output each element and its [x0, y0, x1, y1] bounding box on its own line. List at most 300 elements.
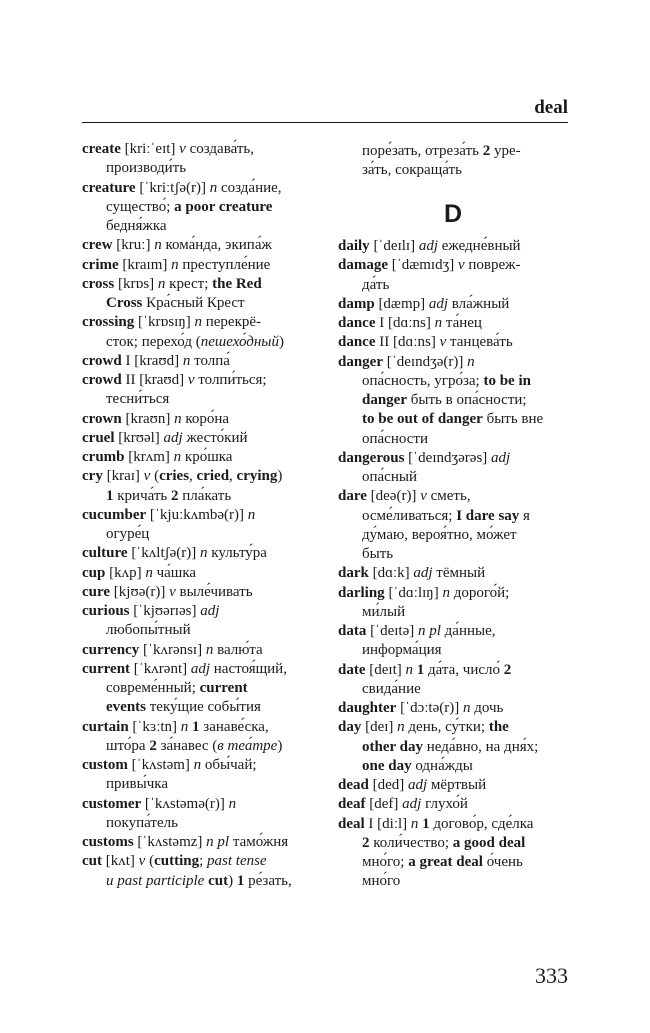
- entry-line: [338, 603, 570, 622]
- entry-text: [deə(r)]: [366, 488, 421, 505]
- entry-text: да́та, число́: [424, 661, 504, 678]
- headword: crowd: [82, 352, 122, 369]
- entry-line: [338, 641, 570, 660]
- entry-text: бедня́жка: [106, 218, 167, 234]
- dictionary-entry: [82, 429, 314, 448]
- grammar-label: n: [173, 449, 182, 465]
- bold-phrase: other day: [362, 738, 423, 755]
- grammar-label: и past participle: [106, 872, 205, 889]
- sense-number: 1: [416, 661, 425, 678]
- entry-line: [338, 584, 570, 603]
- entry-text: коро́на: [181, 410, 230, 427]
- bold-phrase: I dare say: [456, 507, 520, 524]
- sense-number: 1: [106, 487, 114, 504]
- entry-text: информа́ция: [362, 642, 442, 659]
- entry-line: [338, 853, 570, 872]
- dictionary-entry: [338, 661, 570, 700]
- left-column: [82, 140, 314, 891]
- entry-text: ;: [199, 853, 208, 870]
- entry-line: [82, 602, 314, 621]
- entry-text: [ˈkʌstəmə(r)]: [141, 795, 229, 812]
- entry-text: I [kraʊd]: [121, 352, 183, 369]
- entry-text: осме́ливаться;: [362, 507, 457, 524]
- right-column: [338, 237, 570, 892]
- grammar-label: v: [169, 583, 176, 600]
- bold-phrase: the: [488, 719, 509, 736]
- dictionary-entry: [338, 256, 570, 295]
- entry-text: быть: [362, 546, 394, 562]
- dictionary-entry: [82, 756, 314, 795]
- dictionary-entry: [82, 236, 314, 255]
- entry-text: ча́шка: [152, 564, 197, 581]
- entry-text: [dɑːk]: [368, 565, 414, 582]
- grammar-label: v: [187, 372, 195, 388]
- headword: deal: [338, 815, 365, 832]
- dictionary-entry: [338, 622, 570, 661]
- entry-text: да́ть: [362, 276, 390, 293]
- entry-line: [338, 757, 570, 776]
- entry-line: [338, 161, 570, 180]
- grammar-label: n: [200, 545, 208, 562]
- grammar-label: n: [205, 641, 214, 658]
- sense-number: 1: [192, 718, 200, 735]
- grammar-label: adj: [402, 796, 422, 813]
- entry-text: дорого́й;: [449, 584, 510, 601]
- bold-phrase: Cross: [106, 295, 143, 311]
- entry-text: одна́жды: [411, 757, 473, 774]
- entry-text: [kraʊn]: [121, 410, 175, 427]
- entry-text: неда́вно, на дня́х;: [422, 738, 539, 755]
- dictionary-entry: [82, 660, 314, 718]
- entry-line: [82, 275, 314, 294]
- grammar-label: n: [434, 315, 443, 331]
- entry-text: день, су́тки;: [404, 719, 489, 736]
- dictionary-entry: [338, 487, 570, 564]
- dictionary-entry: [82, 564, 314, 583]
- entry-line: [82, 140, 314, 159]
- entry-line: [82, 390, 314, 409]
- entry-line: [338, 314, 570, 333]
- entry-text: [kʌt]: [102, 853, 139, 870]
- dictionary-entry: [82, 256, 314, 275]
- headword: cross: [82, 275, 115, 292]
- entry-text: за́ть, сокраща́ть: [362, 162, 462, 179]
- headword: creature: [82, 179, 136, 196]
- entry-line: [82, 179, 314, 198]
- entry-text: [ˈdeɪlɪ]: [369, 238, 419, 254]
- sense-number: 2: [171, 487, 179, 504]
- entry-text: повреж-: [464, 257, 521, 274]
- entry-line: [338, 872, 570, 891]
- entry-line: [82, 795, 314, 814]
- entry-line: [338, 834, 570, 853]
- entry-text: тёмный: [432, 565, 486, 582]
- headword: dance: [338, 315, 376, 331]
- dictionary-entry: [82, 275, 314, 314]
- entry-text: ): [277, 737, 283, 754]
- entry-text: [dæmp]: [374, 295, 429, 312]
- bold-phrase: events: [106, 699, 146, 716]
- entry-text: [ˈkʌrənsɪ]: [139, 641, 206, 658]
- grammar-label: v: [420, 488, 427, 505]
- entry-text: выле́чивать: [175, 583, 253, 600]
- grammar-label: n: [182, 352, 191, 369]
- dictionary-entry: [338, 718, 570, 776]
- entry-line: [338, 815, 570, 834]
- entry-text: [ˈkʌltʃə(r)]: [127, 545, 201, 562]
- dictionary-entry: [338, 353, 570, 449]
- bold-phrase: crying: [236, 468, 278, 485]
- entry-text: та́нец: [442, 315, 482, 331]
- running-head: deal: [534, 97, 568, 118]
- headword: cry: [82, 468, 103, 485]
- headword: cut: [82, 853, 102, 870]
- entry-line: [82, 410, 314, 429]
- entry-line: [82, 236, 314, 255]
- entry-line: [338, 295, 570, 314]
- headword: crown: [82, 410, 122, 427]
- entry-text: [ˈkjʊərɪəs]: [129, 603, 201, 619]
- entry-text: II [kraʊd]: [121, 372, 188, 388]
- entry-text: опа́сность, угро́за;: [362, 372, 484, 389]
- entry-text: [ded]: [368, 777, 408, 793]
- headword: damp: [338, 295, 375, 312]
- entry-text: [ˈdeɪtə]: [366, 623, 418, 639]
- entry-line: [82, 814, 314, 833]
- grammar-label: adj: [190, 660, 211, 677]
- grammar-label: n: [467, 353, 475, 370]
- bold-phrase: cried: [196, 468, 230, 485]
- headword: crew: [82, 237, 113, 254]
- headword: crossing: [82, 314, 135, 331]
- grammar-label: n: [193, 757, 202, 773]
- entry-text: преступле́ние: [178, 256, 271, 273]
- entry-line: [82, 487, 314, 506]
- entry-line: [82, 621, 314, 640]
- grammar-label: v: [439, 334, 447, 351]
- entry-line: [338, 795, 570, 814]
- entry-line: [338, 526, 570, 545]
- entry-line: [82, 852, 314, 871]
- grammar-label: n: [410, 815, 419, 832]
- headword: damage: [338, 257, 388, 274]
- entry-text: опа́сный: [362, 469, 417, 485]
- headword: custom: [82, 757, 128, 773]
- dictionary-entry: [82, 852, 314, 891]
- entry-text: [kraɪ]: [102, 468, 144, 485]
- grammar-label: n: [180, 718, 189, 735]
- entry-line: [338, 237, 570, 256]
- entry-text: свида́ние: [362, 680, 421, 697]
- entry-line: [338, 776, 570, 795]
- entry-text: любопы́тный: [106, 622, 191, 639]
- entry-text: поре́зать, отреза́ть: [362, 143, 483, 159]
- bold-phrase: to be in: [483, 372, 531, 389]
- entry-line: [82, 256, 314, 275]
- entry-text: мно́го: [362, 873, 401, 890]
- grammar-label: n: [228, 795, 237, 812]
- entry-text: (: [145, 853, 155, 870]
- dictionary-entry: [82, 352, 314, 371]
- entry-line: [338, 333, 570, 352]
- entry-text: крест;: [165, 275, 213, 292]
- entry-line: [338, 449, 570, 468]
- entry-line: [82, 371, 314, 390]
- entry-text: мно́го;: [362, 854, 409, 870]
- dictionary-entry: [82, 506, 314, 545]
- headword: daughter: [338, 700, 397, 716]
- grammar-label: n: [171, 256, 179, 273]
- entry-text: сметь,: [426, 488, 471, 505]
- page-number: 333: [535, 963, 568, 988]
- entry-line: [82, 698, 314, 717]
- entry-text: толпи́ться;: [194, 372, 267, 388]
- entry-text: [ˈkriːtʃə(r)]: [135, 179, 210, 196]
- grammar-label: n pl: [206, 834, 230, 850]
- dictionary-entry: [82, 371, 314, 410]
- grammar-label: adj: [491, 449, 511, 466]
- dictionary-entry: [82, 448, 314, 467]
- entry-text: ,: [229, 468, 237, 485]
- entry-text: перекрё-: [201, 314, 262, 331]
- entry-text: кро́шка: [181, 449, 233, 465]
- entry-text: (: [150, 468, 160, 485]
- entry-text: [kraɪm]: [118, 256, 172, 273]
- grammar-label: n: [462, 700, 471, 716]
- entry-text: да́нные,: [440, 623, 496, 639]
- entry-text: я: [519, 507, 530, 524]
- entry-text: I [diːl]: [364, 815, 411, 832]
- sense-number: 1: [236, 872, 245, 889]
- entry-text: ми́лый: [362, 603, 406, 620]
- sense-number: 1: [422, 815, 430, 832]
- dictionary-entry: [82, 718, 314, 757]
- entry-text: Кра́сный Крест: [142, 295, 245, 311]
- grammar-label: adj: [413, 565, 433, 582]
- grammar-label: n: [157, 275, 166, 292]
- entry-text: [ˈkʌrənt]: [130, 660, 191, 677]
- bold-phrase: cut: [208, 872, 229, 889]
- entry-text: обы́чай;: [201, 757, 257, 773]
- dictionary-entry: [338, 449, 570, 488]
- entry-text: ): [278, 333, 284, 350]
- headword: create: [82, 141, 121, 157]
- entry-text: производи́ть: [106, 160, 187, 177]
- headword: curious: [82, 603, 130, 619]
- entry-line: [338, 391, 570, 410]
- entry-line: [338, 680, 570, 699]
- grammar-label: n: [154, 237, 162, 254]
- grammar-label: adj: [418, 238, 439, 254]
- dictionary-entry: [338, 295, 570, 314]
- entry-line: [82, 833, 314, 852]
- dictionary-entry: [338, 314, 570, 333]
- entry-line: [338, 699, 570, 718]
- entry-text: покупа́тель: [106, 814, 178, 831]
- bold-phrase: cutting: [154, 853, 200, 870]
- dictionary-entry: [338, 795, 570, 814]
- entry-line: [82, 352, 314, 371]
- entry-text: [deɪt]: [365, 661, 406, 678]
- entry-line: [82, 467, 314, 486]
- entry-text: [kjʊə(r)]: [110, 583, 170, 600]
- grammar-label: v: [143, 468, 151, 485]
- entry-text: совреме́нный;: [106, 680, 200, 696]
- entry-text: пла́кать: [178, 487, 232, 504]
- grammar-label: n: [194, 314, 202, 331]
- entry-text: ежедне́вный: [438, 238, 521, 254]
- entry-text: огуре́ц: [106, 526, 150, 542]
- grammar-label: n: [174, 410, 182, 427]
- headword: currency: [82, 641, 140, 658]
- dictionary-entry: [338, 584, 570, 623]
- entry-text: ,: [189, 468, 197, 485]
- entry-line: [82, 429, 314, 448]
- dictionary-entry: [82, 313, 314, 352]
- grammar-label: adj: [200, 603, 220, 619]
- headword: dead: [338, 777, 369, 793]
- entry-line: [338, 276, 570, 295]
- entry-line: [82, 564, 314, 583]
- entry-text: [kruː]: [112, 237, 155, 254]
- sense-number: 2: [482, 143, 491, 159]
- dictionary-entry: [82, 795, 314, 834]
- entry-line: [338, 353, 570, 372]
- entry-line: [338, 622, 570, 641]
- entry-line: [82, 448, 314, 467]
- headword: day: [338, 719, 362, 736]
- entry-text: о́чень: [482, 854, 523, 870]
- entry-text: [ˈkjuːkʌmbə(r)]: [146, 506, 248, 523]
- entry-line: [338, 738, 570, 757]
- entry-text: [ˈdɑːlɪŋ]: [384, 584, 443, 601]
- entry-text: валю́та: [213, 641, 263, 658]
- entry-text: [ˈdæmɪdʒ]: [388, 257, 458, 274]
- header-rule: [82, 122, 568, 123]
- entry-text: существо́;: [106, 198, 175, 215]
- entry-line: [82, 737, 314, 756]
- entry-text: вла́жный: [448, 295, 510, 312]
- bold-phrase: the Red: [212, 275, 262, 292]
- headword: customer: [82, 795, 142, 812]
- entry-text: што́ра: [106, 737, 150, 754]
- entry-line: [338, 487, 570, 506]
- entry-line: [82, 679, 314, 698]
- entry-text: [krɒs]: [114, 275, 158, 292]
- entry-line: [82, 525, 314, 544]
- headword: danger: [338, 353, 383, 370]
- entry-text: II [dɑːns]: [375, 334, 440, 351]
- dictionary-entry: [82, 641, 314, 660]
- entry-line: [338, 372, 570, 391]
- grammar-label: n: [442, 584, 450, 601]
- entry-text: за́навес (: [156, 737, 218, 754]
- entry-text: теку́щие собы́тия: [146, 699, 261, 716]
- dictionary-entry: [338, 815, 570, 892]
- dictionary-entry: [82, 602, 314, 641]
- entry-text: ду́маю, вероя́тно, мо́жет: [362, 526, 517, 543]
- entry-line: [82, 660, 314, 679]
- entry-text: [ˈkʌstəm]: [127, 757, 194, 773]
- entry-text: [ˈkɜːtn]: [128, 718, 181, 735]
- dictionary-entry: [82, 583, 314, 602]
- grammar-label: n pl: [417, 623, 441, 639]
- grammar-label: n: [405, 661, 413, 678]
- entry-line: [82, 756, 314, 775]
- headword: daily: [338, 238, 370, 254]
- entry-text: привы́чка: [106, 776, 168, 793]
- entry-text: крича́ть: [113, 487, 172, 504]
- entry-text: кома́нда, экипа́ж: [161, 237, 272, 254]
- entry-text: настоя́щий,: [210, 660, 287, 677]
- entry-text: создава́ть,: [185, 141, 254, 157]
- headword: darling: [338, 584, 385, 601]
- entry-line: [338, 564, 570, 583]
- grammar-label: пешехо́дный: [200, 333, 279, 350]
- entry-line: [82, 506, 314, 525]
- entry-text: [krʌm]: [124, 449, 174, 465]
- grammar-label: adj: [163, 429, 183, 446]
- entry-line: [338, 256, 570, 275]
- headword: dangerous: [338, 449, 405, 466]
- entry-text: танцева́ть: [446, 334, 513, 351]
- grammar-label: n: [247, 506, 256, 523]
- letter-section-heading: D: [443, 200, 463, 228]
- grammar-label: adj: [428, 295, 449, 312]
- entry-text: [ˈkʌstəmz]: [133, 834, 207, 850]
- dictionary-entry: [338, 776, 570, 795]
- entry-text: тамо́жня: [229, 834, 289, 850]
- sense-number: 2: [503, 661, 512, 678]
- entry-text: толпа́: [190, 352, 230, 369]
- entry-line: [82, 583, 314, 602]
- entry-text: [kʌp]: [105, 564, 146, 581]
- headword: cucumber: [82, 506, 147, 523]
- bold-phrase: current: [199, 680, 248, 696]
- entry-text: [ˈdɔːtə(r)]: [396, 700, 463, 716]
- entry-text: уре-: [490, 143, 521, 159]
- headword: dare: [338, 488, 367, 505]
- entry-line: [338, 142, 570, 161]
- headword: crumb: [82, 449, 125, 465]
- entry-line: [338, 410, 570, 429]
- dictionary-entry: [338, 333, 570, 352]
- entry-text: [krʊəl]: [114, 429, 164, 446]
- headword: current: [82, 660, 131, 677]
- entry-text: догово́р, сде́лка: [429, 815, 534, 832]
- entry-line: [82, 159, 314, 178]
- dictionary-entry: [338, 564, 570, 583]
- entry-text: [kriːˈeɪt]: [120, 141, 180, 157]
- entry-line: [82, 641, 314, 660]
- entry-line: [338, 507, 570, 526]
- sense-number: 2: [149, 737, 157, 754]
- sense-number: 2: [362, 834, 370, 851]
- entry-line: [82, 718, 314, 737]
- grammar-label: в теа́тре: [217, 737, 278, 754]
- entry-text: [ˈdeɪndʒə(r)]: [383, 353, 468, 370]
- bold-phrase: to be out of danger: [362, 411, 483, 428]
- headword: cup: [82, 564, 106, 581]
- headword: culture: [82, 545, 128, 562]
- grammar-label: n: [397, 719, 405, 736]
- entry-line: [82, 313, 314, 332]
- grammar-label: past tense: [207, 853, 267, 870]
- entry-line: [82, 872, 314, 891]
- entry-text: созда́ние,: [217, 179, 282, 196]
- bold-phrase: a poor creature: [174, 198, 273, 215]
- entry-line: [338, 545, 570, 564]
